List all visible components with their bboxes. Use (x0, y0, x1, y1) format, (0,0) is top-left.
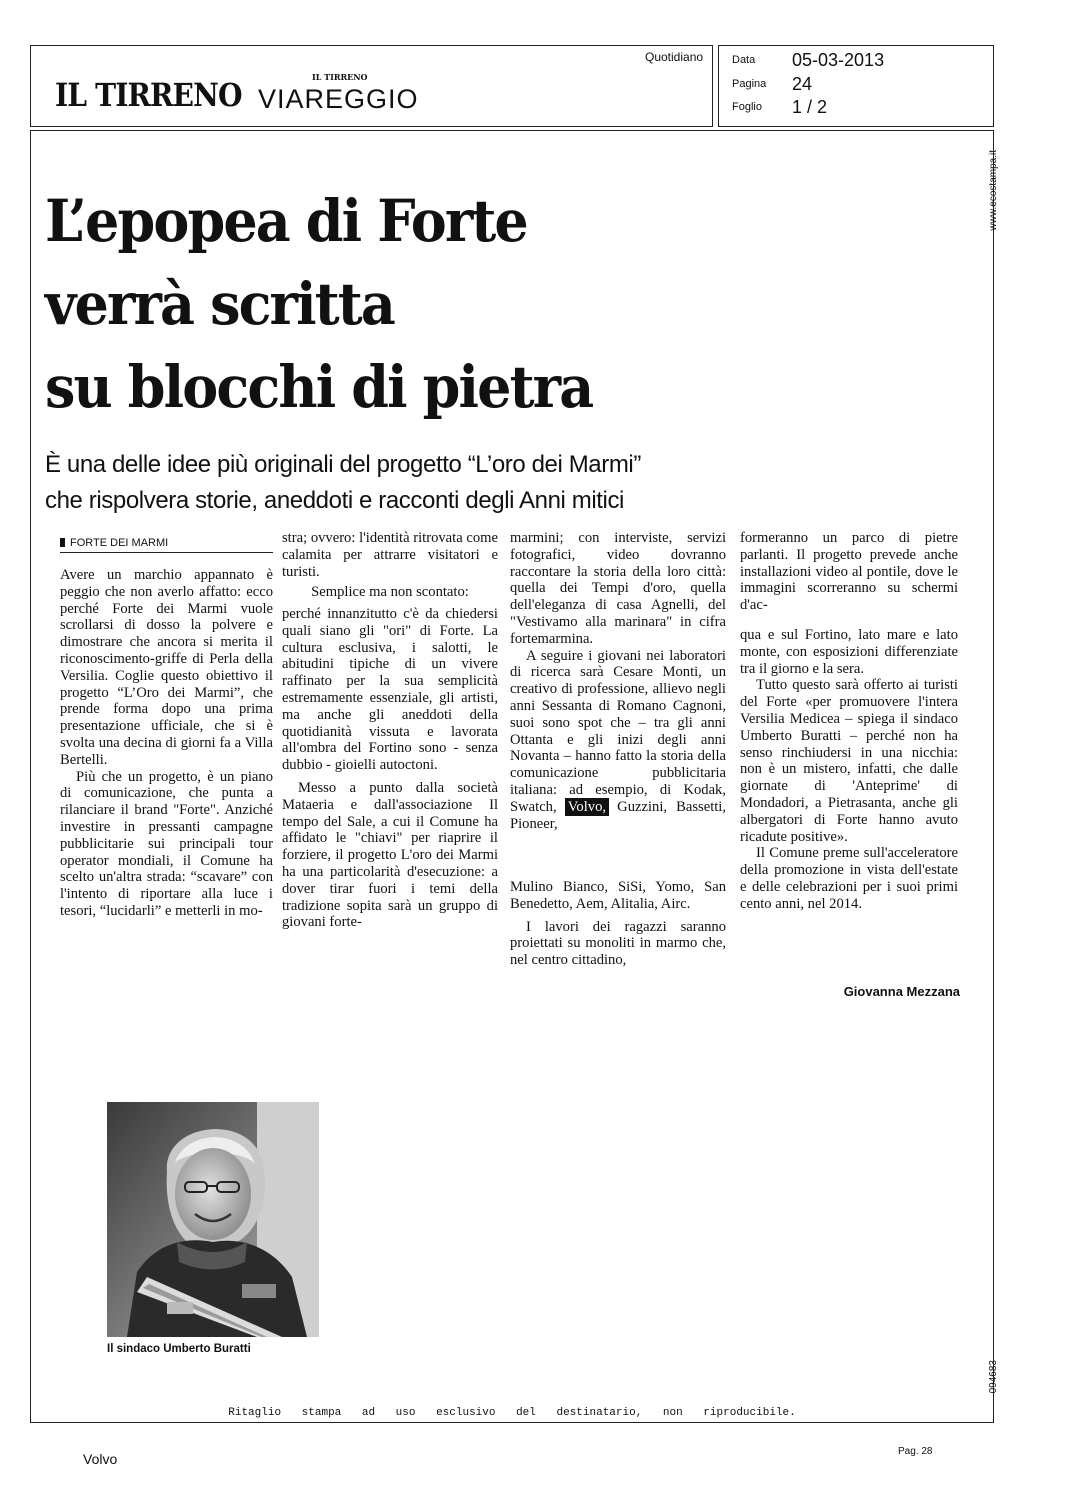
subheadline (45, 447, 641, 519)
column-4 (740, 627, 958, 913)
side-code: 094683 (988, 1360, 999, 1394)
highlighted-brand: Volvo, (567, 798, 607, 815)
mini-logo: IL TIRRENO (312, 72, 368, 82)
section-tag (60, 537, 273, 553)
interline: Semplice ma non scontato: (311, 584, 469, 601)
page-label: Pagina (732, 78, 767, 90)
section-label: FORTE DEI MARMI (70, 537, 169, 549)
date-value: 05-03-2013 (792, 50, 885, 70)
paragraph: Più che un progetto, è un piano di comunicazione, che punta a rilanciare il brand "Forte". Anziché investire in pressanti campagne pubblicitarie sui principali tour operator mondiali, il Comune ha scelto un'altra strada: “scavare” con l'intento di riportare alla luce i tesori, “lucidarli” e metterli in mo- (60, 768, 273, 919)
mayor-photo (107, 1102, 319, 1337)
paragraph: Avere un marchio appannato è peggio che non averlo affatto: ecco perché Forte dei Marmi vuole scrollarsi di dosso la polvere e dimostrare che ancora si merita il riconoscimento-griffe di Perla della Versilia. Coglie questo obiettivo il progetto “L’Oro dei Marmi”, che prende forma dopo una prima presentazione ufficiale, che si è svolta una decina di giorni fa a Villa Bertelli. (60, 567, 273, 768)
column-2-top (282, 530, 498, 607)
paragraph: stra; ovvero: l'identità ritrovata come calamita per attrarre visitatori e turisti. (282, 530, 498, 580)
paragraph: Il Comune preme sull'acceleratore della promozione in vista dell'estate e delle celebrazioni per i suoi primi cento anni, nel 2014. (740, 845, 958, 912)
photo-caption: Il sindaco Umberto Buratti (107, 1343, 251, 1355)
column-2 (282, 606, 498, 931)
headline-line: verrà scritta (45, 270, 394, 338)
paragraph: Tutto questo sarà offerto ai turisti del Forte «per promuovere l'intera Versilia Medicea – spiega il sindaco Umberto Buratti – perché non ha senso rinchiudersi in una nicchia: non è un mistero, infatti, che dalle giornate di 'Anteprime' di Mondadori, a Pietrasanta, anche gli albergatori di Forte hanno avuto ricadute positive». (740, 677, 958, 845)
headline-line: L’epopea di Forte (45, 187, 527, 255)
side-url: www.ecostampa.it (988, 150, 999, 231)
date-label: Data (732, 54, 756, 66)
paragraph-text: Guzzini, Bassetti, Pioneer, (510, 798, 727, 832)
subheadline-line: che rispolvera storie, aneddoti e racconti degli Anni mitici (45, 487, 624, 514)
headline (45, 180, 634, 429)
column-1 (60, 567, 273, 920)
paragraph: Mulino Bianco, SiSi, Yomo, San Benedetto, Aem, Alitalia, Airc. (510, 879, 726, 912)
paragraph: I lavori dei ragazzi saranno proiettati su monoliti in marmo che, nel centro cittadino, (510, 918, 726, 969)
page-number: Pag. 28 (898, 1446, 933, 1457)
sheet-label: Foglio (732, 101, 762, 113)
disclaimer: Ritaglio stampa ad uso esclusivo del destinatario, non riproducibile. (228, 1407, 796, 1419)
footer-keyword: Volvo (83, 1451, 118, 1467)
paragraph-text: A seguire i giovani nei laboratori di ricerca sarà Cesare Monti, un creativo di professione, allievo negli anni Sessanta di Romano Cagnoni, suoi sono spot che – tra gli anni Ottanta e gli inizi degli anni Novanta – hanno fatto la storia della comunicazione pubblicitaria italiana: ad esempio, di Kodak, Swatch, (510, 647, 726, 815)
column-4-top (740, 530, 958, 614)
newspaper-logo: IL TIRRENO (55, 76, 242, 114)
paragraph: formeranno un parco di pietre parlanti. Il progetto prevede anche installazioni video al pontile, dove le immagini scorreranno su schermi d'ac- (740, 530, 958, 614)
publication-type: Quotidiano (645, 50, 704, 64)
sheet-value: 1 / 2 (792, 97, 828, 117)
column-3-top (510, 530, 726, 832)
page-value: 24 (792, 74, 813, 94)
paragraph: Messo a punto dalla società Mataeria e dall'associazione Il tempo del Sale, a cui il Comune ha affidato le "chiavi" per riaprire il forziere, il progetto L'oro dei Marmi ha una particolarità d'esecuzione: a dover tirar fuori i temi della tradizione sopita sarà un gruppo di giovani forte- (282, 779, 498, 931)
column-3 (510, 879, 726, 969)
section-marker-icon (60, 538, 65, 547)
byline: Giovanna Mezzana (843, 984, 960, 999)
paragraph: qua e sul Fortino, lato mare e lato monte, con esposizioni differenziate tra il giorno e la sera. (740, 627, 958, 677)
paragraph: marmini; con interviste, servizi fotografici, video dovranno raccontare la storia della loro città: quella dei Tempi d'oro, quella dell'eleganza di casa Agnelli, del "Vestivamo alla marinara" in cifra fortemarmina. (510, 530, 726, 647)
subheadline-line: È una delle idee più originali del progetto “L’oro dei Marmi” (45, 451, 641, 478)
paragraph: perché innanzitutto c'è da chiedersi quali siano gli "ori" di Forte. La cultura esclusiva, i salotti, le abitudini tipiche di un vivere raffinato per la sua semplicità estremamente essenziale, gli artisti, ma anche gli aneddoti della quotidianità vissuta e lavorata all'ombra del Fortino sono - senza dubbio - gioielli autoctoni. (282, 606, 498, 774)
headline-line: su blocchi di pietra (45, 353, 593, 421)
edition-name: VIAREGGIO (258, 84, 419, 114)
paragraph (510, 648, 726, 833)
